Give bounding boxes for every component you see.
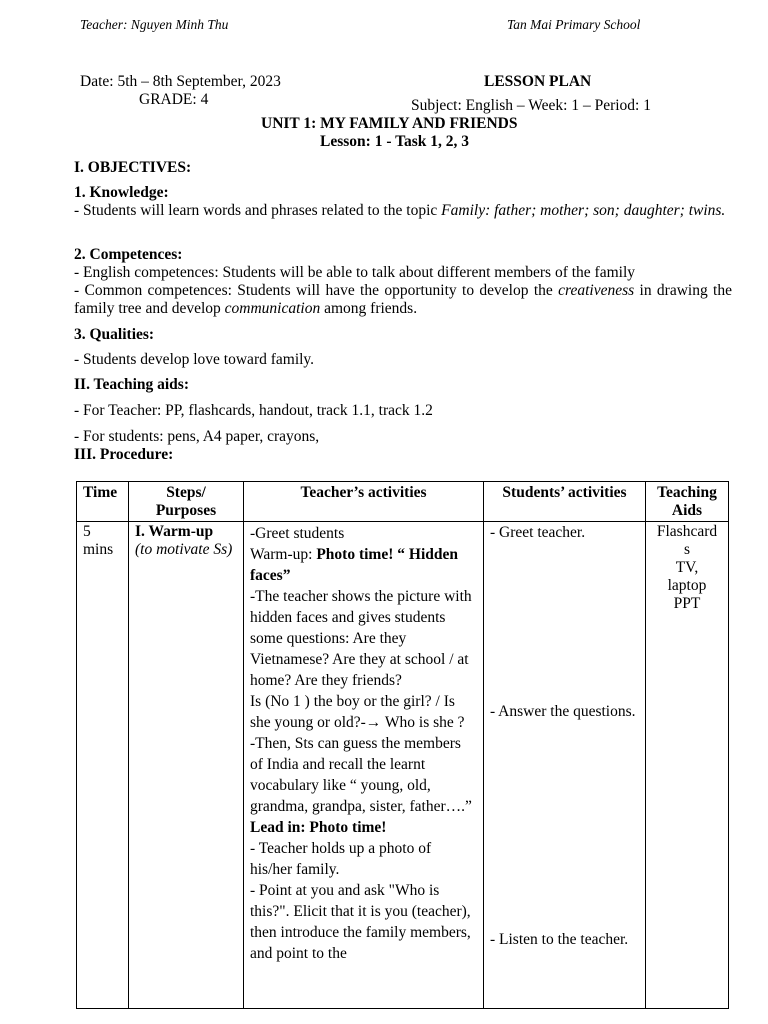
column-header-students: Students’ activities <box>484 482 646 522</box>
unit-title: UNIT 1: MY FAMILY AND FRIENDS <box>261 115 518 132</box>
teacher-activity-greet: -Greet students <box>250 525 345 542</box>
teacher-activity-guess: -Then, Sts can guess the members of India and recall the learnt vocabulary like “ young, old, grandma, grandpa, sister, father….” Lead in: Photo time! <box>250 735 472 836</box>
table-header-row <box>77 482 729 522</box>
procedure-table <box>76 481 729 1009</box>
student-activity-answer: - Answer the questions. <box>490 703 636 720</box>
plan-title: LESSON PLAN <box>484 73 592 90</box>
teacher-activity-picture: -The teacher shows the picture with hidden faces and gives students some questions: Are they Vietnamese? Are they at school / at home? Are they friends? <box>250 588 472 689</box>
competences-heading: 2. Competences: <box>74 246 183 263</box>
student-activity-listen: - Listen to the teacher. <box>490 931 629 948</box>
cell-student-activities <box>484 522 646 1009</box>
cell-time: 5 mins <box>77 522 129 1009</box>
teacher-activity-warmup: Warm-up: Photo time! “ Hidden faces” <box>250 546 458 584</box>
step-title: I. Warm-up <box>135 523 214 540</box>
aid-ppt: PPT <box>673 595 701 612</box>
teacher-activity-questions: Is (No 1 ) the boy or the girl? / Is she young or old?-→ Who is she ? <box>250 693 465 731</box>
school-name: Tan Mai Primary School <box>507 17 641 32</box>
student-activity-greet: - Greet teacher. <box>490 524 586 541</box>
cell-teacher-activities <box>244 522 484 1009</box>
aid-flashcards: Flashcard s <box>656 523 718 558</box>
column-header-teacher: Teacher’s activities <box>244 482 484 522</box>
objectives-heading: I. OBJECTIVES: <box>74 159 192 176</box>
teaching-aids-heading: II. Teaching aids: <box>74 376 190 393</box>
step-purpose: (to motivate Ss) <box>135 541 233 558</box>
teacher-aids: - For Teacher: PP, flashcards, handout, track 1.1, track 1.2 <box>74 402 433 419</box>
knowledge-heading: 1. Knowledge: <box>74 184 169 201</box>
teacher-activity-point: - Point at you and ask "Who is this?". Elicit that it is you (teacher), then introduce the family members, and point to the <box>250 882 471 962</box>
teacher-name: Teacher: Nguyen Minh Thu <box>80 17 229 32</box>
lesson-date: Date: 5th – 8th September, 2023 <box>80 73 281 90</box>
aid-tv-laptop: TV, laptop <box>667 559 707 594</box>
column-header-aids: Teaching Aids <box>646 482 729 522</box>
cell-steps <box>129 522 244 1009</box>
competences-common: - Common competences: Students will have the opportunity to develop the creativeness in drawing the family tree and develop communication among friends. <box>74 282 732 317</box>
lesson-subject: Subject: English – Week: 1 – Period: 1 <box>411 97 651 114</box>
table-row <box>77 522 729 1009</box>
qualities-heading: 3. Qualities: <box>74 326 155 343</box>
knowledge-text: - Students will learn words and phrases related to the topic Family: father; mother; son; daughter; twins. <box>74 202 726 219</box>
qualities-text: - Students develop love toward family. <box>74 351 315 368</box>
procedure-heading: III. Procedure: <box>74 446 174 463</box>
teacher-activity-photo: - Teacher holds up a photo of his/her family. <box>250 840 432 878</box>
student-aids: - For students: pens, A4 paper, crayons, <box>74 428 320 445</box>
column-header-steps: Steps/ Purposes <box>129 482 244 522</box>
competences-english: - English competences: Students will be able to talk about different members of the family <box>74 264 636 281</box>
cell-teaching-aids <box>646 522 729 1009</box>
column-header-time: Time <box>77 482 129 522</box>
lesson-grade: GRADE: 4 <box>139 91 209 108</box>
lesson-title: Lesson: 1 - Task 1, 2, 3 <box>320 133 470 150</box>
